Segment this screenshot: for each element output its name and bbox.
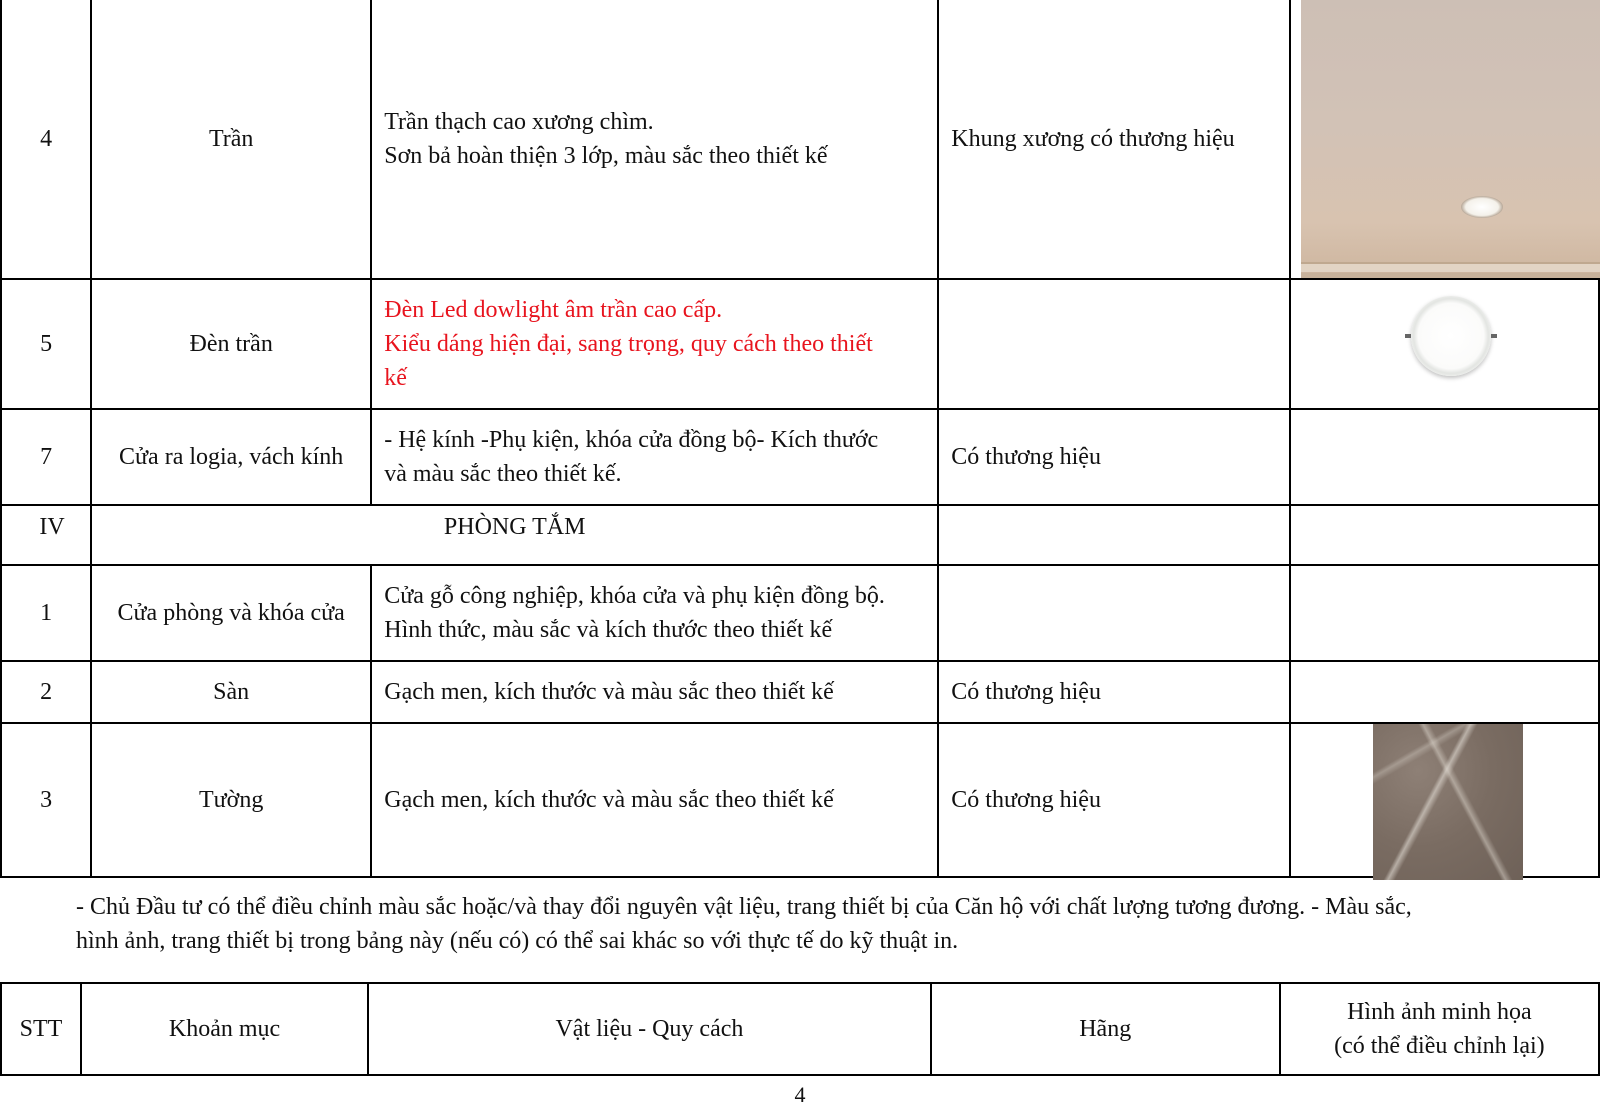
material-cell: [371, 0, 938, 279]
stt-cell: 3: [1, 723, 91, 877]
header-material: Vật liệu - Quy cách: [368, 983, 930, 1075]
material-line: Trần thạch cao xương chìm.: [384, 109, 654, 135]
material-line: Cửa gỗ công nghiệp, khóa cửa và phụ kiện đồng bộ.: [384, 583, 885, 609]
material-cell: [371, 279, 938, 409]
item-cell: Trần: [91, 0, 371, 279]
item-cell: Đèn trần: [91, 279, 371, 409]
molding-base: [1301, 273, 1600, 278]
image-cell: [1290, 565, 1599, 661]
page-number: 4: [794, 1082, 806, 1107]
table-row: [1, 0, 1599, 279]
lamp-icon: [1461, 196, 1503, 218]
image-cell: [1290, 723, 1599, 877]
item-cell: Sàn: [91, 661, 371, 723]
image-cell: [1290, 279, 1599, 409]
item-cell: Cửa ra logia, vách kính: [91, 409, 371, 505]
note-line: hình ảnh, trang thiết bị trong bảng này (nếu có) có thể sai khác so với thực tế do kỹ thuật in.: [76, 928, 959, 954]
material-line: và màu sắc theo thiết kế.: [384, 461, 622, 487]
section-title: PHÒNG TẮM: [91, 505, 938, 565]
section-number: IV: [1, 505, 91, 565]
image-cell: [1290, 409, 1599, 505]
clip-left: [1405, 334, 1411, 338]
material-line: kế: [384, 365, 407, 391]
table-header: [0, 982, 1600, 1076]
table-row: [1, 565, 1599, 661]
brand-cell: [938, 279, 1290, 409]
brand-cell: Có thương hiệu: [938, 661, 1290, 723]
material-line: Đèn Led dowlight âm trần cao cấp.: [384, 297, 723, 323]
brand-cell: [938, 565, 1290, 661]
table-row: [1, 279, 1599, 409]
material-cell: [371, 723, 938, 877]
brand-cell: Có thương hiệu: [938, 723, 1290, 877]
brand-cell: Khung xương có thương hiệu: [938, 0, 1290, 279]
header-image: [1280, 983, 1599, 1075]
header-stt: STT: [1, 983, 81, 1075]
header-brand: Hãng: [931, 983, 1280, 1075]
item-cell: Cửa phòng và khóa cửa: [91, 565, 371, 661]
table-row: [1, 409, 1599, 505]
stt-cell: 1: [1, 565, 91, 661]
material-line: Gạch men, kích thước và màu sắc theo thiết kế: [384, 787, 834, 813]
header-item: Khoản mục: [81, 983, 368, 1075]
note-line: - Chủ Đầu tư có thể điều chỉnh màu sắc hoặc/và thay đổi nguyên vật liệu, trang thiết bị của Căn hộ với chất lượng tương đương. - Màu sắc,: [76, 894, 1412, 920]
stt-cell: 5: [1, 279, 91, 409]
item-cell: Tường: [91, 723, 371, 877]
ceiling-photo-icon: [1301, 0, 1600, 278]
material-line: Gạch men, kích thước và màu sắc theo thiết kế: [384, 679, 834, 705]
material-line: Kiểu dáng hiện đại, sang trọng, quy cách theo thiết: [384, 331, 873, 357]
stt-cell: 2: [1, 661, 91, 723]
material-line: Sơn bả hoàn thiện 3 lớp, màu sắc theo thiết kế: [384, 143, 828, 169]
brand-cell: Có thương hiệu: [938, 409, 1290, 505]
material-cell: [371, 661, 938, 723]
brand-cell: [938, 505, 1290, 565]
clip-right: [1491, 334, 1497, 338]
table-row: [1, 723, 1599, 877]
section-row: [1, 505, 1599, 565]
molding: [1301, 262, 1600, 272]
header-image-line: Hình ảnh minh họa: [1347, 999, 1532, 1025]
header-image-line: (có thể điều chỉnh lại): [1334, 1033, 1545, 1059]
table-row: [1, 661, 1599, 723]
stt-cell: 4: [1, 0, 91, 279]
stt-cell: 7: [1, 409, 91, 505]
material-line: Hình thức, màu sắc và kích thước theo thiết kế: [384, 617, 833, 643]
marble-tile-photo-icon: [1373, 724, 1523, 880]
header-row: [1, 983, 1599, 1075]
image-cell: [1290, 0, 1599, 279]
image-cell: [1290, 505, 1599, 565]
material-cell: [371, 565, 938, 661]
image-cell: [1290, 661, 1599, 723]
material-cell: [371, 409, 938, 505]
downlight-photo-icon: [1411, 296, 1491, 376]
disclaimer-note: [76, 890, 1576, 958]
material-line: - Hệ kính -Phụ kiện, khóa cửa đồng bộ- Kích thước: [384, 427, 879, 453]
